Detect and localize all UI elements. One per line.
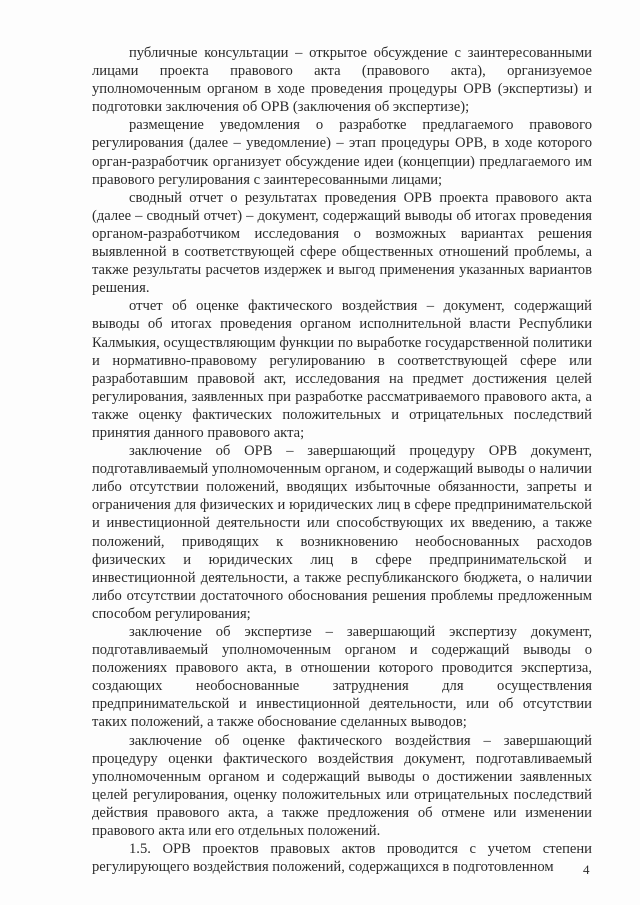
paragraph-section-1-5: 1.5. ОРВ проектов правовых актов проводится с учетом степени регулирующего воздействия положений, содержащихся в подготовленном <box>92 841 592 876</box>
paragraph-actual-impact-report: отчет об оценке фактического воздействия – документ, содержащий выводы об итогах проведения органом исполнительной власти Республики Калмыкия, осуществляющим функции по выработке государственной политики и нормативно-правовому регулированию в соответствующей сфере или разработавшим правовой акт, исследования на предмет достижения целей регулирования, заявленных при разработке рассматриваемого правового акта, а также оценку фактических положительных и отрицательных последствий принятия данного правового акта; <box>92 298 592 441</box>
paragraph-actual-impact-conclusion: заключение об оценке фактического воздействия – завершающий процедуру оценки фактического воздействия документ, подготавливаемый уполномоченным органом и содержащий выводы о достижении заявленных целей регулирования, оценку положительных или отрицательных последствий действия правового акта, а также предложения об отмене или изменении правового акта или его отдельных положений. <box>92 732 592 840</box>
document-body <box>92 44 592 876</box>
paragraph-summary-report: сводный отчет о результатах проведения ОРВ проекта правового акта (далее – сводный отчет) – документ, содержащий выводы об итогах проведения органом-разработчиком исследования о возможных вариантах решения выявленной в соответствующей сфере общественных отношений проблемы, а также результаты расчетов издержек и выгод применения указанных вариантов решения. <box>92 189 592 297</box>
paragraph-notification: размещение уведомления о разработке предлагаемого правового регулирования (далее – уведомление) – этап процедуры ОРВ, в ходе которого орган-разработчик организует обсуждение идеи (концепции) предлагаемого им правового регулирования с заинтересованными лицами; <box>92 117 592 188</box>
page-number: 4 <box>583 862 590 877</box>
paragraph-public-consultations: публичные консультации – открытое обсуждение с заинтересованными лицами проекта правового акта (правового акта), организуемое уполномоченным органом в ходе проведения процедуры ОРВ (экспертизы) и подготовки заключения об ОРВ (заключения об экспертизе); <box>92 45 592 116</box>
paragraph-expertise-conclusion: заключение об экспертизе – завершающий экспертизу документ, подготавливаемый уполномоченным органом и содержащий выводы о положениях правового акта, в отношении которого проводится экспертиза, создающих необоснованные затруднения для осуществления предпринимательской и инвестиционной деятельности, или об отсутствии таких положений, а также обоснование сделанных выводов; <box>92 624 592 731</box>
paragraph-orv-conclusion: заключение об ОРВ – завершающий процедуру ОРВ документ, подготавливаемый уполномоченным органом, и содержащий выводы о наличии либо отсутствии положений, вводящих избыточные обязанности, запреты и ограничения для физических и юридических лиц в сфере предпринимательской и инвестиционной деятельности или способствующих их введению, а также положений, приводящих к возникновению необоснованных расходов физических и юридических лиц в сфере предпринимательской и инвестиционной деятельности, а также республиканского бюджета, о наличии либо отсутствии достаточного обоснования решения проблемы предложенным способом регулирования; <box>92 443 592 622</box>
